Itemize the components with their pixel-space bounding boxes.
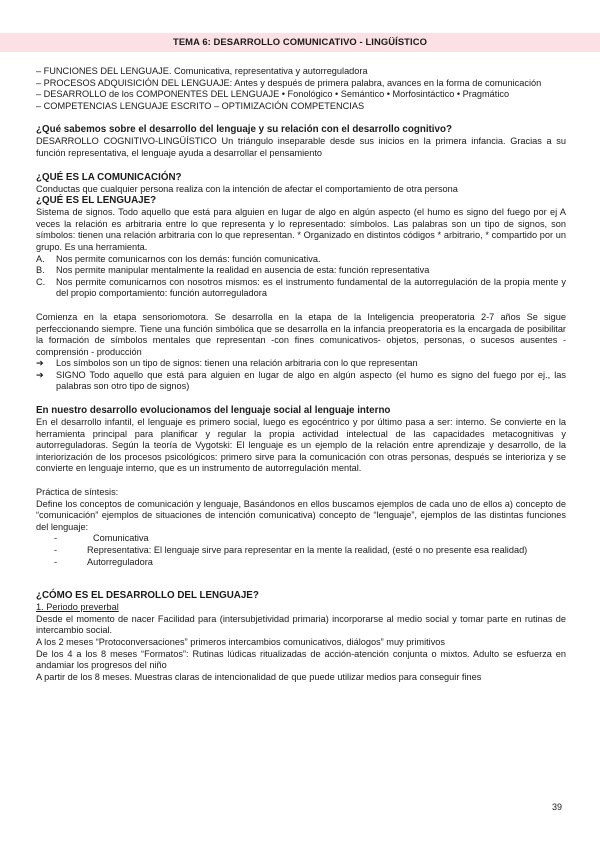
dash-list [36,533,566,568]
list-text: Nos permite manipular mentalmente la realidad en ausencia de esta: función representativa [56,265,430,276]
section-body: Define los conceptos de comunicación y lenguaje, Basándonos en ellos buscamos ejemplos de cada uno de ellos a) concepto de “comunicación” ejemplos de situaciones de intención comunicativa) concepto de “lenguaje”, ejemplos de las distintas funciones del lenguaje: [36,498,566,532]
list-marker: A. [36,253,45,264]
list-text: Comunicativa [93,533,149,544]
section-heading: En nuestro desarrollo evolucionamos del lenguaje social al lenguaje interno [36,405,391,417]
list-marker: - [54,533,58,544]
section-sensorimotor [36,312,566,393]
section-body: DESARROLLO COGNITIVO-LINGÜÍSTICO Un triángulo inseparable desde sus inicios en la primera infancia. Gracias a su función representativa, el lenguaje ayuda a desarrollar el pensamiento [36,136,566,158]
list-item [36,358,566,370]
section-heading: ¿CÓMO ES EL DESARROLLO DEL LENGUAJE? [36,590,259,602]
intro-line: – COMPETENCIAS LENGUAJE ESCRITO – OPTIMIZACIÓN COMPETENCIAS [36,100,365,111]
section-body: Conductas que cualquier persona realiza con la intención de afectar el comportamiento de otra persona [36,183,458,194]
list-item [36,265,566,277]
page-number: 39 [552,802,563,812]
list-marker: B. [36,265,45,276]
section-body: Comienza en la etapa sensoriomotora. Se desarrolla en la etapa de la Inteligencia preoperatoria 2-7 años Se sigue perfeccionando siempre. Tiene una función simbólica que se desarrolla en la infancia preoperatoria es la encargada de posibilitar la formación de símbolos mentales que representan -con fines comunicativos- objetos, personas, o sucesos ausentes - comprensión - producción [36,311,566,357]
section-language [36,195,566,300]
list-text: Representativa: El lenguaje sirve para representar en la mente la realidad, (esté o no presente esa realidad) [87,545,528,555]
section-development [36,590,566,683]
section-subheading: 1. Periodo preverbal [36,602,119,613]
intro-line: – FUNCIONES DEL LENGUAJE. Comunicativa, representativa y autorreguladora [36,66,368,76]
section-line: Desde el momento de nacer Facilidad para (intersubjetividad primaria) incorporarse al medio social y tomar parte en rutinas de intercambio social. [36,613,566,636]
list-item [36,545,566,557]
intro-line: – DESARROLLO de los COMPONENTES DEL LENGUAJE • Fonológico • Semántico • Morfosintáctico • Pragmático [36,89,510,100]
page-content [36,66,566,683]
section-relation [36,124,566,159]
arrow-icon: ➔ [36,369,44,380]
practice-title: Práctica de síntesis: [36,487,119,498]
intro-list [36,66,566,112]
section-line: A los 2 meses “Protoconversaciones” primeros intercambios comunicativos, diálogos” muy primitivos [36,636,445,647]
list-text: Nos permite comunicarnos con nosotros mismos: es el instrumento fundamental de la autorregulación de la propia mente y del propio comportamiento: función autorreguladora [56,276,566,299]
list-item [36,254,566,266]
section-heading: ¿QUÉ ES LA COMUNICACIÓN? [36,171,182,183]
list-text: SIGNO Todo aquello que está para alguien en lugar de algo en algún aspecto (el humo es signo del fuego por ej., las palabras son otro tipo de signos) [56,369,566,392]
section-social [36,405,566,475]
function-list [36,254,566,300]
list-marker: - [54,556,58,567]
list-marker: - [54,545,58,555]
section-heading: ¿QUÉ ES EL LENGUAJE? [36,195,157,207]
section-line: A partir de los 8 meses. Muestras claras de intencionalidad de que puede utilizar medios para conseguir fines [36,671,482,682]
page-title: TEMA 6: DESARROLLO COMUNICATIVO - LINGÜÍSTICO [173,36,427,47]
list-text: Nos permite comunicarnos con los demás: función comunicativa. [56,253,321,264]
list-marker: C. [36,276,46,287]
section-communication [36,172,566,196]
list-text: Autorreguladora [87,556,153,567]
list-item [36,370,566,393]
arrow-list [36,358,566,393]
section-practice [36,487,566,568]
list-text: Los símbolos son un tipo de signos: tienen una relación arbitraria con lo que representan [56,358,418,369]
intro-line: – PROCESOS ADQUISICIÓN DEL LENGUAJE: Antes y después de primera palabra, avances en la forma de comunicación [36,77,542,88]
section-body: En el desarrollo infantil, el lenguaje es primero social, luego es egocéntrico y por último pasa a ser: interno. Se convierte en la herramienta principal para planificar y regular la propia actividad intelectual de las capacidades metacognitivas y autorreguladoras. Según la teoría de Vygotski: El lenguaje es un ejemplo de la relación entre aprendizaje y desarrollo, de la interiorización de los procesos psicológicos: primero sirve para la comunicación con otras personas, después se interioriza y se convierte en lenguaje interno, que es un instrumento de autorregulación mental. [36,417,566,474]
list-item [36,533,566,545]
section-line: De los 4 a los 8 meses “Formatos”: Rutinas lúdicas ritualizadas de acción-atención conjunta o mixtos. Adulto se esfuerza en andamiar los progresos del niño [36,648,566,671]
list-item [36,277,566,300]
list-item [36,557,566,569]
arrow-icon: ➔ [36,358,44,369]
section-heading: ¿Qué sabemos sobre el desarrollo del lenguaje y su relación con el desarrollo cognitivo? [36,124,452,136]
section-body: Sistema de signos. Todo aquello que está para alguien en lugar de algo en algún aspecto (el humo es signo del fuego por ej A veces la relación es arbitraria entre lo que representa y lo representado: símbolos. Las palabras son un tipo de signos, son símbolos: tienen una relación arbitraria con lo que representan. * Organizado en distintos códigos * arbitrario, * compartido por un grupo. Es una herramienta. [36,207,566,252]
